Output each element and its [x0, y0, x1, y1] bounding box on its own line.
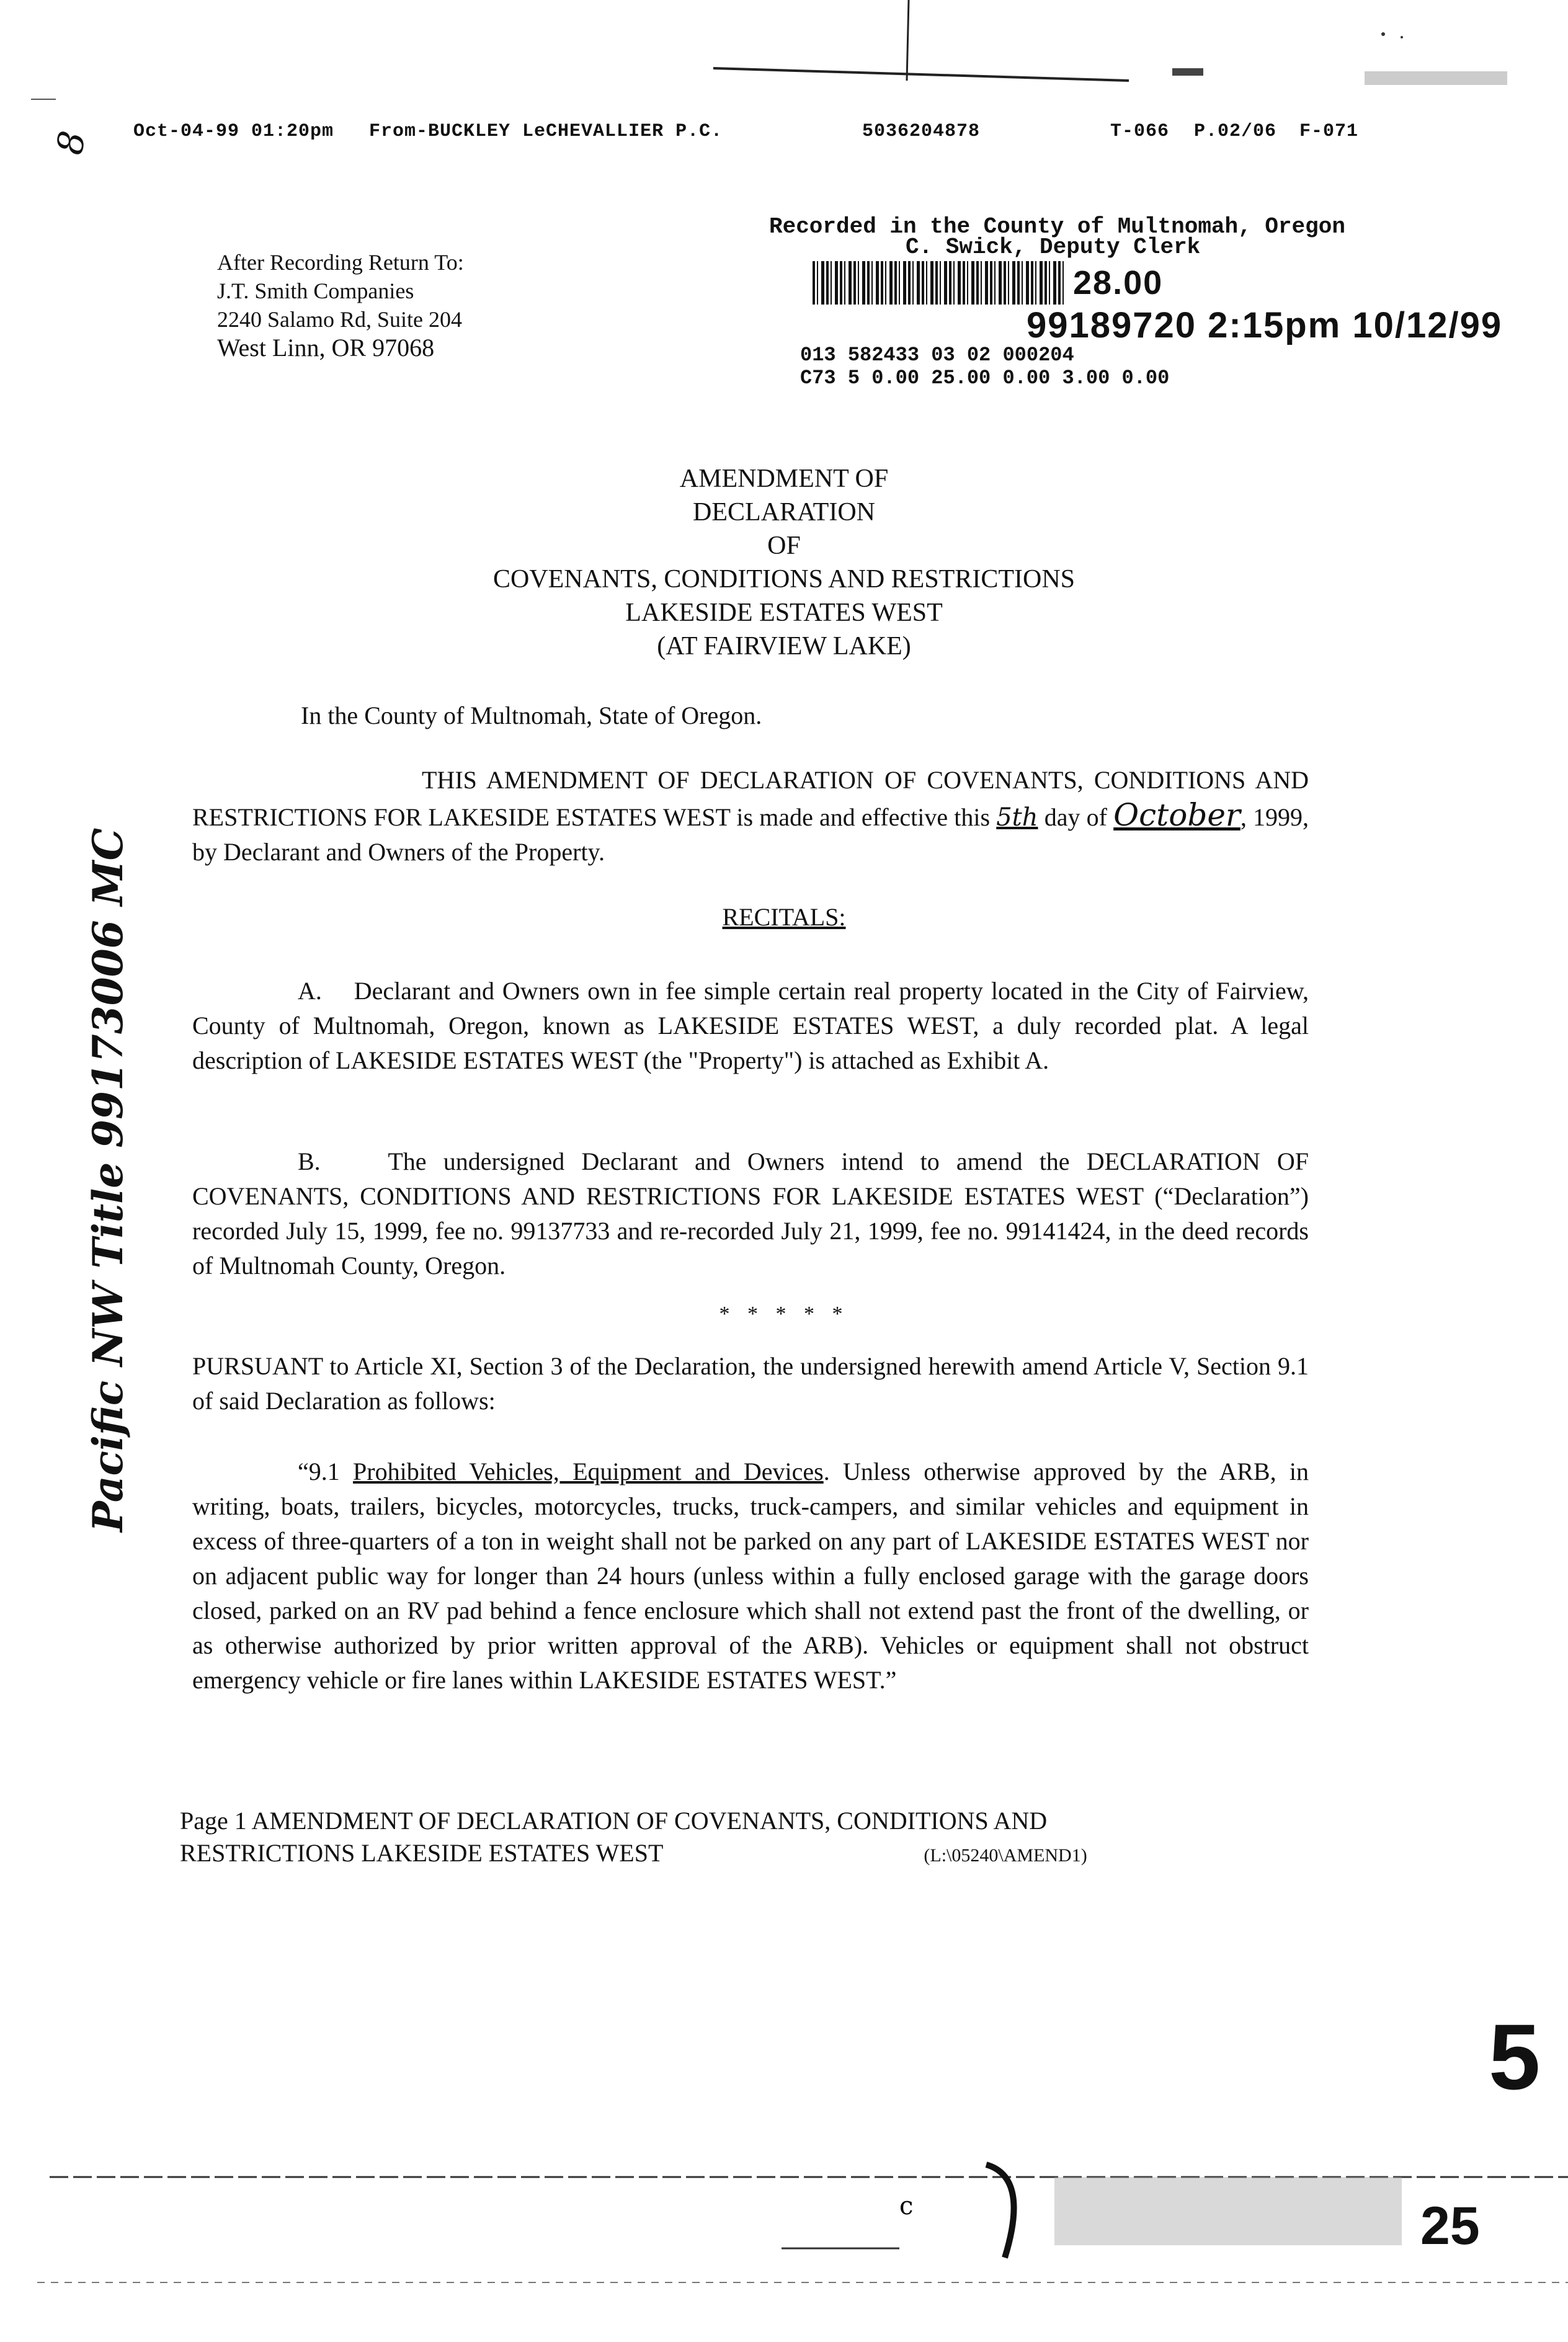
recording-stamp	[769, 214, 1503, 390]
recital-a: A. Declarant and Owners own in fee simple certain real property located in the City of Fairview, County of Multnomah, Oregon, known as LAKESIDE ESTATES WEST, a duly recorded plat. A legal description of LAKESIDE ESTATES WEST (the "Property") is attached as Exhibit A.	[192, 977, 1309, 1074]
corner-handwriting: 8	[48, 127, 94, 158]
intro-paragraph	[192, 763, 1309, 870]
return-address-block	[217, 248, 464, 362]
section-body: . Unless otherwise approved by the ARB, in writing, boats, trailers, bicycles, motorcycles, trucks, truck-campers, and similar vehicles and equipment in excess of three-quarters of a ton in weight shall not be parked on any part of LAKESIDE ESTATES WEST nor on adjacent public way for longer than 24 hours (unless within a fully enclosed garage with the garage doors closed, parked on an RV pad behind a fence enclosure which shall not extend past the front of the dwelling, or as otherwise authorized by prior written approval of the ARB). Vehicles or equipment shall not obstruct emergency vehicle or fire lanes within LAKESIDE ESTATES WEST.”	[192, 1458, 1309, 1694]
document-title	[0, 462, 1568, 663]
footer-file-ref: (L:\05240\AMEND1)	[924, 1845, 1087, 1866]
recitals-heading: RECITALS:	[722, 903, 846, 931]
return-line-3: West Linn, OR 97068	[217, 334, 435, 362]
recording-number: 99189720 2:15pm 10/12/99	[1027, 305, 1503, 345]
pursuant-paragraph: PURSUANT to Article XI, Section 3 of the Declaration, the undersigned herewith amend Article V, Section 9.1 of said Declaration as follows:	[192, 1352, 1309, 1415]
title-line-2: DECLARATION	[693, 498, 875, 527]
recording-barcode-row	[769, 261, 1420, 305]
recording-clerk-line: C. Swick, Deputy Clerk	[906, 234, 1201, 260]
intro-month: October	[1113, 797, 1241, 833]
section-9-1	[192, 1454, 1309, 1698]
return-line-1: J.T. Smith Companies	[217, 278, 414, 303]
recording-code-line-2: C73 5 0.00 25.00 0.00 3.00 0.00	[800, 367, 1170, 390]
fax-f-code: F-071	[1299, 121, 1359, 142]
county-line: In the County of Multnomah, State of Oregon.	[301, 701, 762, 729]
fax-date-time: Oct-04-99 01:20pm	[133, 121, 334, 142]
recording-county-line: Recorded in the County of Multnomah, Oregon	[769, 214, 1345, 239]
title-line-6: (AT FAIRVIEW LAKE)	[657, 632, 911, 661]
scan-artifacts-bottom	[0, 2140, 1568, 2342]
corner-mark-5: 5	[1489, 2005, 1541, 2109]
recording-code-line-1: 013 582433 03 02 000204	[800, 344, 1074, 367]
fax-header	[133, 121, 1374, 152]
intro-text-c: , 1999, by Declarant and Owners of the Property.	[192, 803, 1309, 866]
intro-day: 5th	[996, 803, 1038, 832]
title-line-3: OF	[767, 532, 801, 560]
title-line-4: COVENANTS, CONDITIONS AND RESTRICTIONS	[492, 565, 1076, 594]
scan-artifacts-top	[0, 0, 1568, 118]
fax-t-code: T-066	[1110, 121, 1170, 142]
fax-phone: 5036204878	[862, 121, 981, 142]
footer-line-1: Page 1 AMENDMENT OF DECLARATION OF COVENANTS, CONDITIONS AND	[180, 1807, 1048, 1835]
section-heading: Prohibited Vehicles, Equipment and Devices	[353, 1458, 824, 1485]
page-stamp: 25	[1420, 2196, 1480, 2256]
title-line-1: AMENDMENT OF	[679, 465, 889, 493]
return-line-2: 2240 Salamo Rd, Suite 204	[217, 307, 462, 332]
recital-b: B. The undersigned Declarant and Owners intend to amend the DECLARATION OF COVENANTS, CONDITIONS AND RESTRICTIONS FOR LAKESIDE ESTATES WEST (“Declaration”) recorded July 15, 1999, fee no. 99137733 and re-recorded July 21, 1999, fee no. 99141424, in the deed records of Multnomah County, Oregon.	[192, 1147, 1309, 1280]
barcode-icon	[813, 261, 1067, 305]
page-footer	[180, 1805, 1087, 1872]
fax-from: From-BUCKLEY LeCHEVALLIER P.C.	[369, 121, 723, 142]
svg-text:c: c	[899, 2192, 914, 2220]
fax-page: P.02/06	[1194, 121, 1277, 142]
side-handwriting: Pacific NW Title 99173006 MC	[84, 827, 132, 1532]
recording-fee: 28.00	[1073, 264, 1164, 301]
title-line-5: LAKESIDE ESTATES WEST	[625, 599, 943, 627]
intro-text-a: THIS AMENDMENT OF DECLARATION OF COVENANTS, CONDITIONS AND RESTRICTIONS FOR LAKESIDE ESTATES WEST is made and effective this	[192, 766, 1309, 831]
footer-line-2-row: RESTRICTIONS LAKESIDE ESTATES WEST (L:\05240\AMEND1)	[180, 1839, 1087, 1867]
intro-text-b: day of	[1038, 803, 1114, 831]
return-label: After Recording Return To:	[217, 250, 464, 275]
section-number: “9.1	[298, 1458, 354, 1485]
separator-stars: * * * * *	[719, 1302, 849, 1325]
